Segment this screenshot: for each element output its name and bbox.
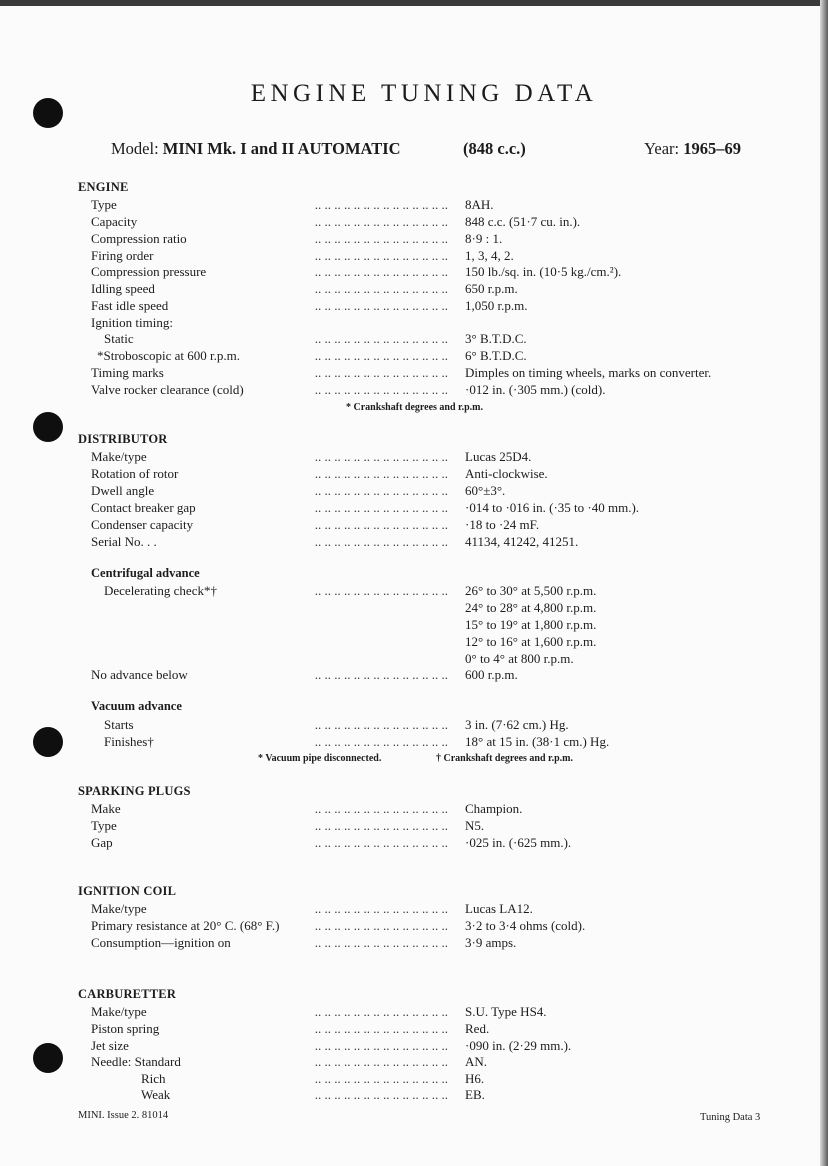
spec-value: N5. [465,818,485,833]
punch-hole [33,412,63,442]
leader-dots: .. .. .. .. .. .. .. .. .. .. .. .. .. .. [314,214,448,229]
spec-value: ·18 to ·24 mF. [465,517,540,532]
spec-row [0,483,828,500]
leader-dots: .. .. .. .. .. .. .. .. .. .. .. .. .. .. [314,466,448,481]
spec-label: No advance below [91,667,188,682]
spec-value: 41134, 41242, 41251. [465,534,579,549]
spec-row [0,818,828,835]
model-label: Model: [111,139,159,158]
footer-issue: MINI. Issue 2. 81014 [78,1110,169,1121]
spec-row [0,264,828,281]
leader-dots: .. .. .. .. .. .. .. .. .. .. .. .. .. .. [314,348,448,363]
spec-value: ·025 in. (·625 mm.). [465,835,572,850]
spec-label: Decelerating check*† [104,583,217,598]
page-top-edge [0,0,828,6]
leader-dots: .. .. .. .. .. .. .. .. .. .. .. .. .. .. [314,483,448,498]
spec-value: Lucas 25D4. [465,449,532,464]
spec-value: 18° at 15 in. (38·1 cm.) Hg. [465,734,610,749]
leader-dots: .. .. .. .. .. .. .. .. .. .. .. .. .. .. [314,382,448,397]
leader-dots: .. .. .. .. .. .. .. .. .. .. .. .. .. .. [314,248,448,263]
leader-dots: .. .. .. .. .. .. .. .. .. .. .. .. .. .. [314,717,448,732]
spec-value: 3 in. (7·62 cm.) Hg. [465,717,569,732]
spec-row [0,248,828,265]
spec-row [0,801,828,818]
spec-row [0,1071,828,1088]
spec-value: 3·2 to 3·4 ohms (cold). [465,918,586,933]
spec-value: Lucas LA12. [465,901,533,916]
spec-value: EB. [465,1087,485,1102]
leader-dots: .. .. .. .. .. .. .. .. .. .. .. .. .. .. [314,1021,448,1036]
spec-row [0,517,828,534]
leader-dots: .. .. .. .. .. .. .. .. .. .. .. .. .. .. [314,835,448,850]
spec-label: Condenser capacity [91,517,194,532]
spec-row [0,298,828,315]
vacuum-footnote-2: † Crankshaft degrees and r.p.m. [436,753,573,764]
model-name: MINI Mk. I and II AUTOMATIC [162,139,401,158]
leader-dots: .. .. .. .. .. .. .. .. .. .. .. .. .. .. [314,534,448,549]
spec-label: Jet size [91,1038,129,1053]
leader-dots: .. .. .. .. .. .. .. .. .. .. .. .. .. .. [314,734,448,749]
spec-row [0,382,828,399]
spec-row [0,717,828,734]
spec-label: Make/type [91,901,147,916]
year-value: 1965–69 [683,139,741,158]
spec-label: Firing order [91,248,154,263]
spec-label: Primary resistance at 20° C. (68° F.) [91,918,280,933]
advance-value: 12° to 16° at 1,600 r.p.m. [465,634,597,649]
spec-label: Static [104,331,134,346]
spec-label: Ignition timing: [91,315,173,330]
spec-row [0,449,828,466]
spec-row [0,901,828,918]
spec-row [0,1021,828,1038]
advance-value: 24° to 28° at 4,800 r.p.m. [465,600,597,615]
advance-value: 0° to 4° at 800 r.p.m. [465,651,574,666]
year-info [644,139,741,159]
spec-label: Compression pressure [91,264,207,279]
spec-value: ·090 in. (2·29 mm.). [465,1038,572,1053]
spec-value: AN. [465,1054,488,1069]
spec-label: Starts [104,717,134,732]
section-heading-distributor: DISTRIBUTOR [78,432,168,446]
spec-row [0,214,828,231]
spec-row [0,1038,828,1055]
leader-dots: .. .. .. .. .. .. .. .. .. .. .. .. .. .. [314,264,448,279]
spec-label: Idling speed [91,281,155,296]
section-heading-coil: IGNITION COIL [78,884,177,898]
spec-value: Champion. [465,801,523,816]
model-line [111,139,741,163]
spec-row [0,315,828,332]
spec-row [0,500,828,517]
spec-value: Anti-clockwise. [465,466,548,481]
section-heading-plugs: SPARKING PLUGS [78,784,191,798]
spec-row [0,331,828,348]
leader-dots: .. .. .. .. .. .. .. .. .. .. .. .. .. .. [314,231,448,246]
vacuum-footnote-1: * Vacuum pipe disconnected. [258,753,382,764]
spec-label: Valve rocker clearance (cold) [91,382,244,397]
spec-value: Dimples on timing wheels, marks on converter. [465,365,712,380]
spec-label: Make/type [91,1004,147,1019]
spec-value: Red. [465,1021,490,1036]
spec-label: Capacity [91,214,138,229]
engine-footnote: * Crankshaft degrees and r.p.m. [346,402,483,413]
spec-value: 3° B.T.D.C. [465,331,527,346]
spec-value: 1, 3, 4, 2. [465,248,514,263]
leader-dots: .. .. .. .. .. .. .. .. .. .. .. .. .. .. [314,1087,448,1102]
spec-row [0,365,828,382]
leader-dots: .. .. .. .. .. .. .. .. .. .. .. .. .. .. [314,818,448,833]
spec-label: Consumption—ignition on [91,935,231,950]
leader-dots: .. .. .. .. .. .. .. .. .. .. .. .. .. .. [314,197,448,212]
leader-dots: .. .. .. .. .. .. .. .. .. .. .. .. .. .. [314,365,448,380]
advance-value: 15° to 19° at 1,800 r.p.m. [465,617,597,632]
spec-value: 600 r.p.m. [465,667,518,682]
spec-row [0,466,828,483]
spec-label: Compression ratio [91,231,187,246]
spec-value: 8·9 : 1. [465,231,503,246]
spec-label: Gap [91,835,113,850]
leader-dots: .. .. .. .. .. .. .. .. .. .. .. .. .. .. [314,281,448,296]
spec-label: Make/type [91,449,147,464]
leader-dots: .. .. .. .. .. .. .. .. .. .. .. .. .. .. [314,935,448,950]
spec-row [0,918,828,935]
spec-value: H6. [465,1071,485,1086]
spec-label: Fast idle speed [91,298,169,313]
spec-label: Make [91,801,121,816]
leader-dots: .. .. .. .. .. .. .. .. .. .. .. .. .. .. [314,449,448,464]
leader-dots: .. .. .. .. .. .. .. .. .. .. .. .. .. .. [314,583,448,598]
spec-label: Rich [141,1071,166,1086]
year-label: Year: [644,139,680,158]
spec-label: Weak [141,1087,171,1102]
leader-dots: .. .. .. .. .. .. .. .. .. .. .. .. .. .. [314,1054,448,1069]
footer-page-ref: Tuning Data 3 [700,1112,761,1123]
leader-dots: .. .. .. .. .. .. .. .. .. .. .. .. .. .. [314,1004,448,1019]
leader-dots: .. .. .. .. .. .. .. .. .. .. .. .. .. .. [314,1038,448,1053]
spec-value: S.U. Type HS4. [465,1004,547,1019]
leader-dots: .. .. .. .. .. .. .. .. .. .. .. .. .. .. [314,667,448,682]
spec-label: Dwell angle [91,483,155,498]
spec-label: Type [91,818,117,833]
centrifugal-advance-heading: Centrifugal advance [91,566,200,580]
spec-row [0,835,828,852]
spec-value: 150 lb./sq. in. (10·5 kg./cm.²). [465,264,622,279]
spec-label: Finishes† [104,734,154,749]
model-info [111,139,401,159]
spec-row [0,667,828,684]
spec-value: 6° B.T.D.C. [465,348,527,363]
spec-label: *Stroboscopic at 600 r.p.m. [97,348,240,363]
leader-dots: .. .. .. .. .. .. .. .. .. .. .. .. .. .. [314,801,448,816]
spec-value: 60°±3°. [465,483,506,498]
spec-row [0,231,828,248]
vacuum-advance-heading: Vacuum advance [91,699,182,713]
page-title: ENGINE TUNING DATA [250,80,598,107]
spec-label: Piston spring [91,1021,160,1036]
spec-row [0,1054,828,1071]
spec-row [0,935,828,952]
leader-dots: .. .. .. .. .. .. .. .. .. .. .. .. .. .. [314,500,448,515]
spec-row [0,534,828,551]
spec-label: Rotation of rotor [91,466,179,481]
spec-value: 848 c.c. (51·7 cu. in.). [465,214,581,229]
leader-dots: .. .. .. .. .. .. .. .. .. .. .. .. .. .. [314,517,448,532]
spec-value: 650 r.p.m. [465,281,518,296]
spec-value: 1,050 r.p.m. [465,298,528,313]
leader-dots: .. .. .. .. .. .. .. .. .. .. .. .. .. .. [314,901,448,916]
spec-row [0,1004,828,1021]
leader-dots: .. .. .. .. .. .. .. .. .. .. .. .. .. .. [314,298,448,313]
spec-row [0,348,828,365]
leader-dots: .. .. .. .. .. .. .. .. .. .. .. .. .. .. [315,918,448,933]
spec-label: Timing marks [91,365,164,380]
spec-value: ·012 in. (·305 mm.) (cold). [465,382,606,397]
spec-label: Serial No. . . [91,534,157,549]
engine-capacity-label: (848 c.c.) [463,139,526,158]
section-heading-carburetter: CARBURETTER [78,987,177,1001]
spec-label: Contact breaker gap [91,500,196,515]
leader-dots: .. .. .. .. .. .. .. .. .. .. .. .. .. .. [314,1071,448,1086]
leader-dots: .. .. .. .. .. .. .. .. .. .. .. .. .. .. [314,331,448,346]
spec-value: ·014 to ·016 in. (·35 to ·40 mm.). [465,500,640,515]
spec-value: 26° to 30° at 5,500 r.p.m. [465,583,597,598]
spec-label: Needle: Standard [91,1054,181,1069]
section-heading-engine: ENGINE [78,180,129,194]
spec-row [0,197,828,214]
spec-label: Type [91,197,117,212]
spec-value: 3·9 amps. [465,935,517,950]
spec-value: 8AH. [465,197,494,212]
spec-row [0,1087,828,1104]
spec-row [0,734,828,751]
spec-row [0,281,828,298]
spec-row [0,583,828,600]
